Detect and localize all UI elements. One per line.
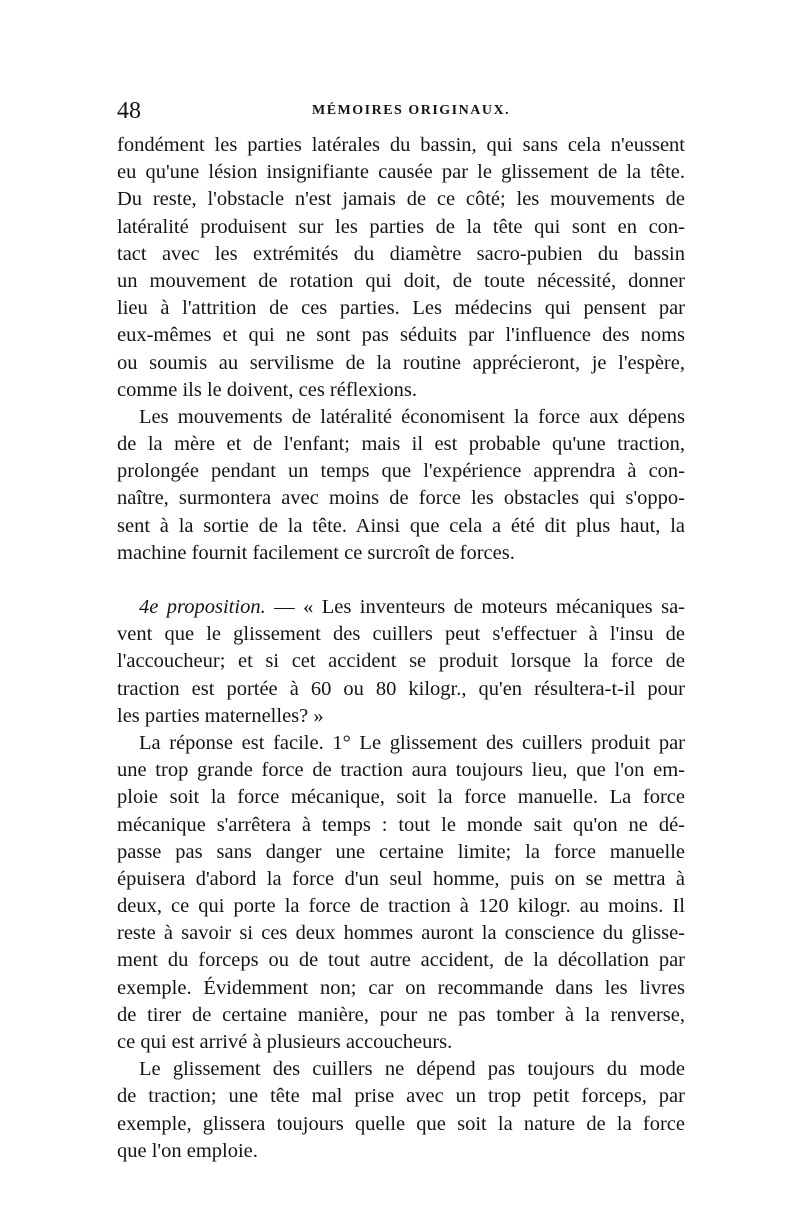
proposition-label: 4e proposition. [139, 596, 266, 618]
text-line: épuisera d'abord la force d'un seul homme, puis on se mettra à [117, 867, 685, 890]
text-line: deux, ce qui porte la force de traction à 120 kilogr. au moins. Il [117, 895, 685, 918]
text-line: de tirer de certaine manière, pour ne pas tomber à la renverse, [117, 1003, 685, 1026]
text-line: ce qui est arrivé à plusieurs accoucheurs. [117, 1031, 453, 1053]
proposition-text: — « Les inventeurs de moteurs mécaniques sa- [265, 596, 685, 618]
text-line: machine fournit facilement ce surcroît de forces. [117, 541, 515, 564]
paragraph [117, 730, 685, 1056]
text-line: que l'on emploie. [117, 1139, 258, 1162]
text-line: un mouvement de rotation qui doit, de toute nécessité, donner [117, 269, 685, 292]
text-line: exemple, glissera toujours quelle que soit la nature de la force [117, 1112, 685, 1135]
text-line: les parties maternelles? » [117, 704, 324, 727]
text-line: une trop grande force de traction aura toujours lieu, que l'on em- [117, 759, 685, 782]
text-line: comme ils le doivent, ces réflexions. [117, 378, 418, 401]
text-line: passe pas sans danger une certaine limite; la force manuelle [117, 840, 685, 863]
text-line: latéralité produisent sur les parties de la tête qui sont en con- [117, 215, 685, 238]
text-line: naître, surmontera avec moins de force les obstacles qui s'oppo- [117, 487, 685, 510]
text-line: prolongée pendant un temps que l'expérience apprendra à con- [117, 460, 685, 483]
text-line: eux-mêmes et qui ne sont pas séduits par l'influence des noms [117, 324, 685, 347]
page-header [117, 96, 685, 126]
text-line: l'accoucheur; et si cet accident se produit lorsque la force de [117, 650, 685, 673]
paragraph [117, 132, 685, 404]
paragraph-gap [117, 567, 685, 594]
text-line: sent à la sortie de la tête. Ainsi que cela a été dit plus haut, la [117, 514, 685, 537]
paragraph-proposition [117, 594, 685, 730]
text-line: traction est portée à 60 ou 80 kilogr., qu'en résultera-t-il pour [117, 677, 685, 700]
text-line: fondément les parties latérales du bassin, qui sans cela n'eussent [117, 134, 685, 156]
body-text [117, 132, 685, 1165]
text-line: tact avec les extrémités du diamètre sacro-pubien du bassin [117, 242, 685, 265]
text-line: mécanique s'arrêtera à temps : tout le monde sait qu'on ne dé- [117, 813, 685, 836]
text-line [117, 594, 685, 621]
text-line: ploie soit la force mécanique, soit la force manuelle. La force [117, 786, 685, 809]
text-line: ou soumis au servilisme de la routine apprécieront, je l'espère, [117, 351, 685, 374]
text-line: de la mère et de l'enfant; mais il est probable qu'une traction, [117, 433, 685, 456]
text-line: de traction; une tête mal prise avec un trop petit forceps, par [117, 1085, 685, 1108]
text-line: Les mouvements de latéralité économisent la force aux dépens [139, 405, 685, 428]
paragraph [117, 1056, 685, 1165]
running-head: MÉMOIRES ORIGINAUX. [312, 103, 511, 118]
text-line: lieu à l'attrition de ces parties. Les médecins qui pensent par [117, 297, 685, 320]
page-number: 48 [117, 98, 141, 124]
paragraph [117, 404, 685, 567]
text-line: eu qu'une lésion insignifiante causée par le glissement de la tête. [117, 161, 685, 184]
text-line: Le glissement des cuillers ne dépend pas toujours du mode [139, 1058, 685, 1081]
text-line: ment du forceps ou de tout autre accident, de la décollation par [117, 949, 685, 972]
text-line: Du reste, l'obstacle n'est jamais de ce côté; les mouvements de [117, 188, 685, 211]
text-line: reste à savoir si ces deux hommes auront la conscience du glisse- [117, 922, 685, 945]
text-line: vent que le glissement des cuillers peut s'effectuer à l'insu de [117, 623, 685, 646]
text-line: La réponse est facile. 1° Le glissement des cuillers produit par [139, 731, 685, 754]
text-line: exemple. Évidemment non; car on recommande dans les livres [117, 976, 685, 999]
